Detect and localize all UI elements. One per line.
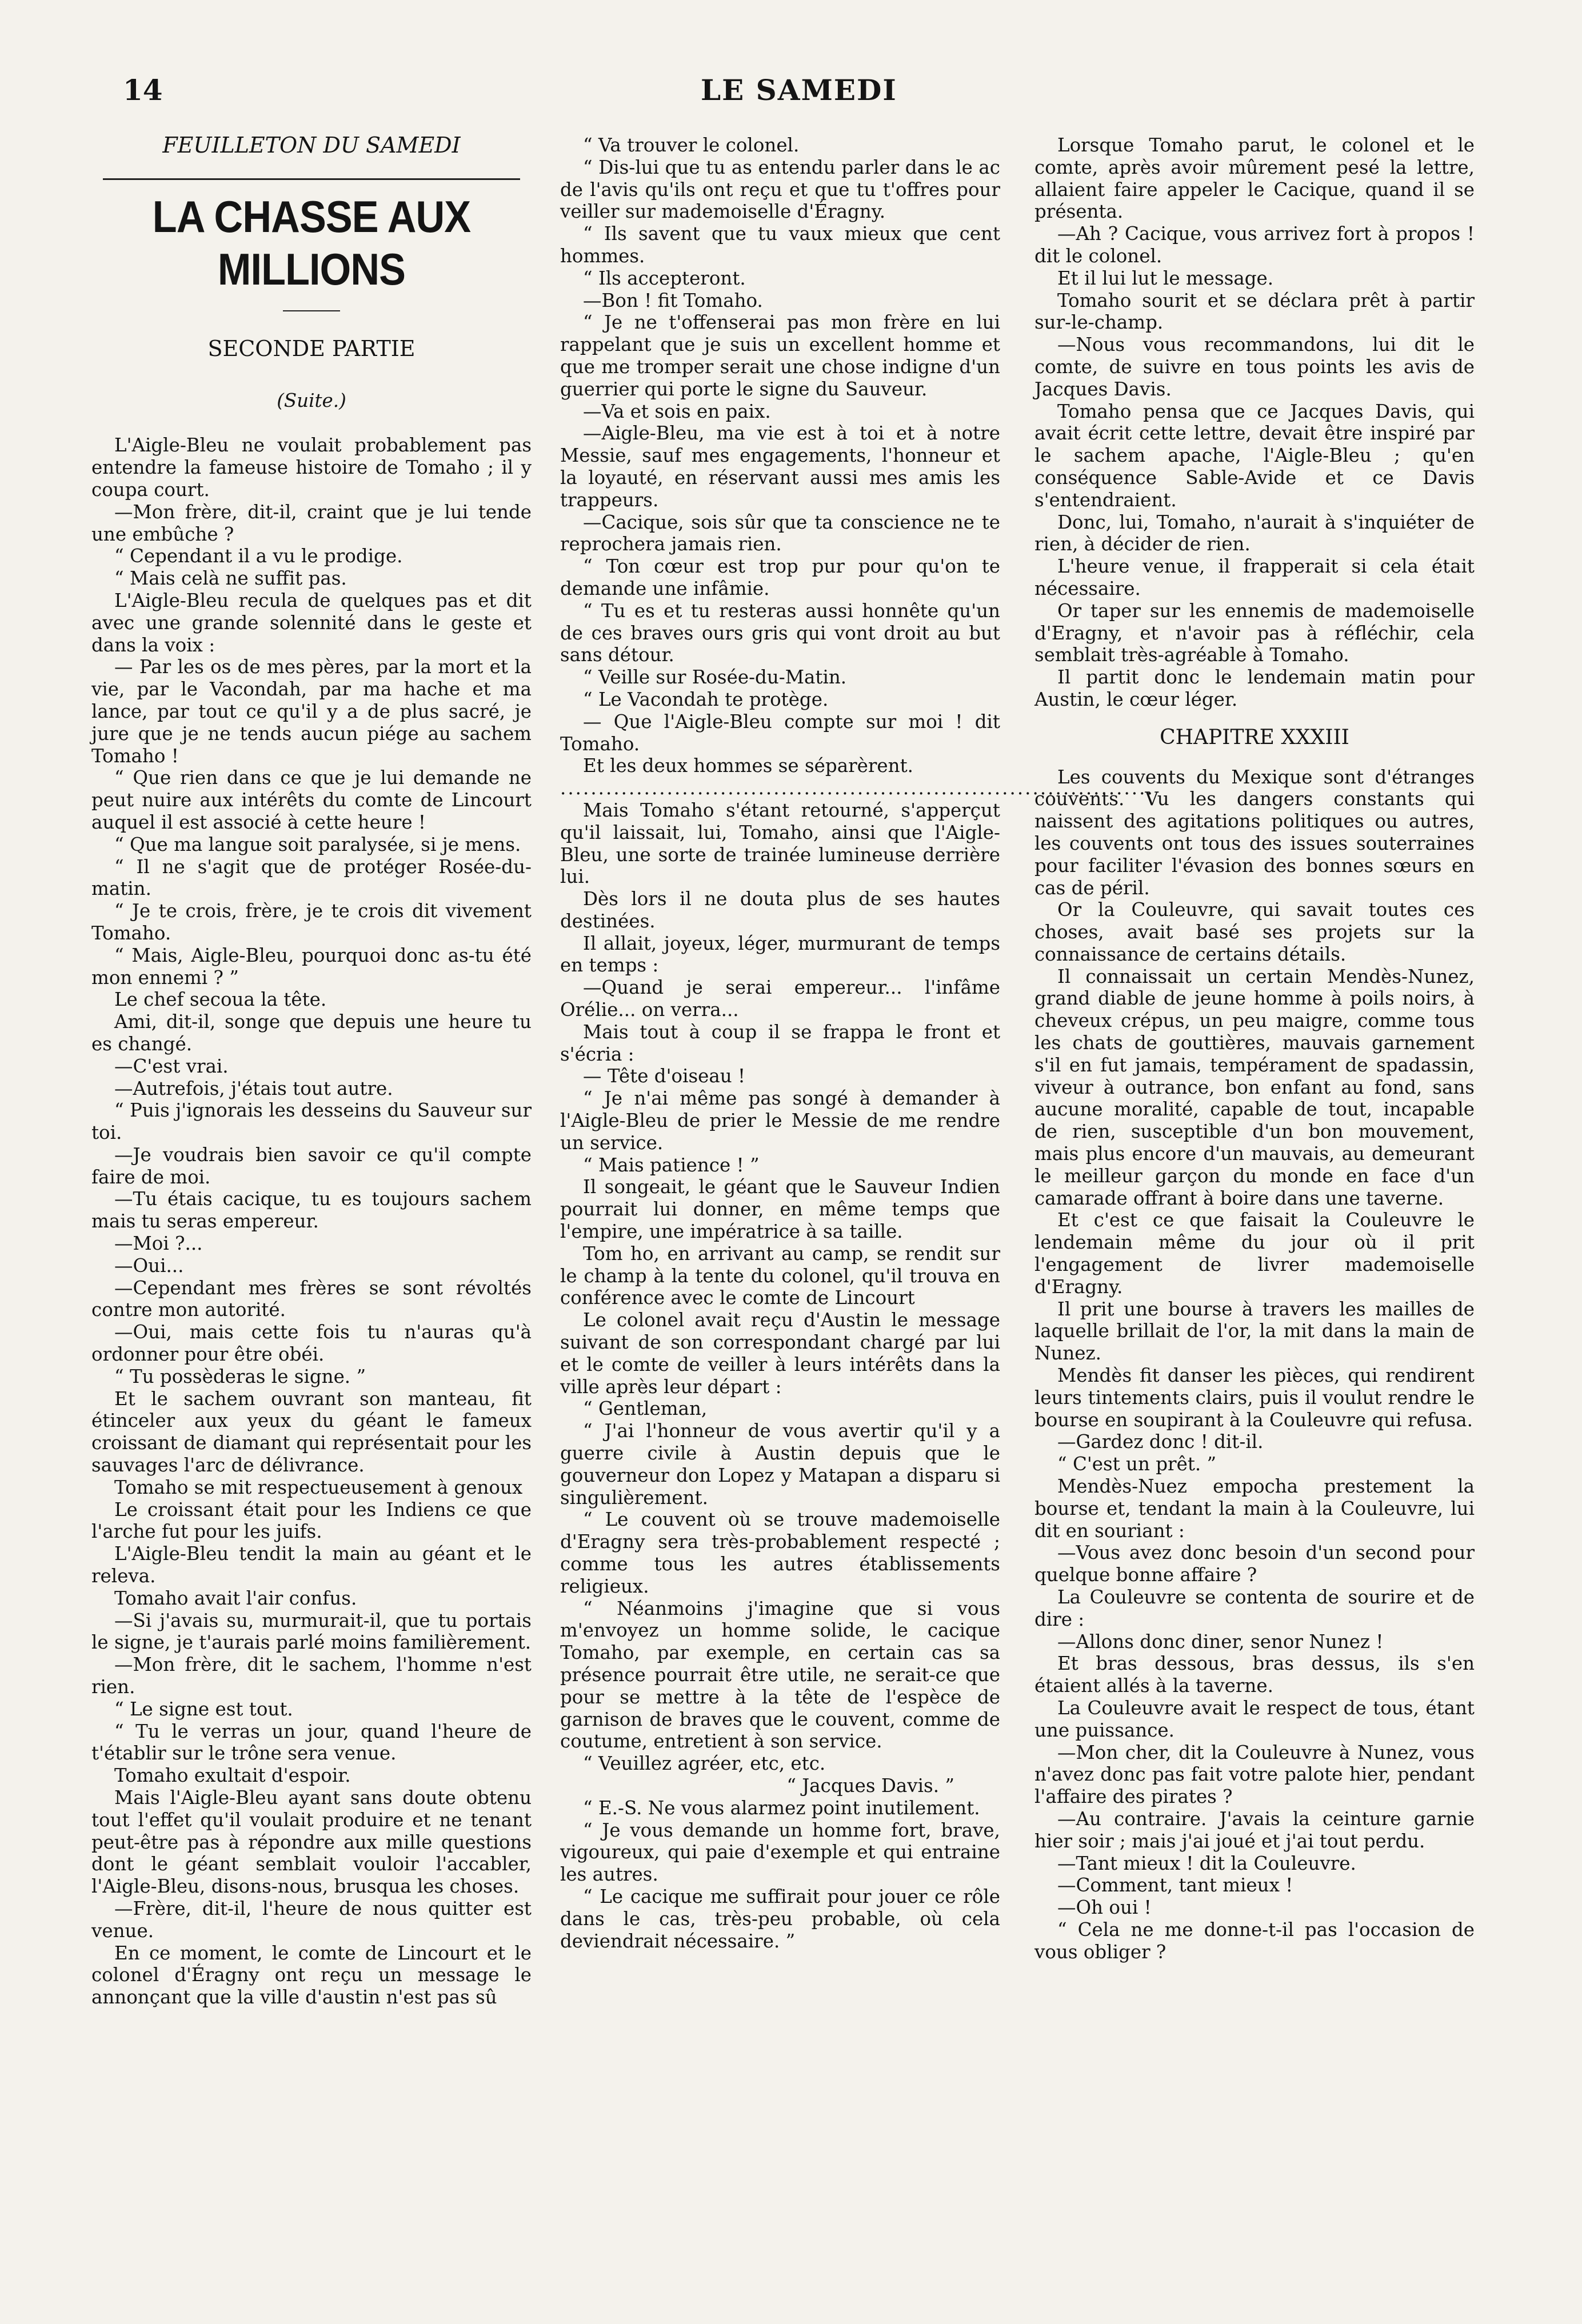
paragraph: —Allons donc diner, senor Nunez !: [1057, 1630, 1384, 1653]
paragraph: Mendès-Nuez empocha prestement la bourse et, tendant la main à la Couleuvre, lui dit en souriant :: [1034, 1475, 1475, 1542]
paragraph: Les couvents du Mexique sont d'étranges couvents. Vu les dangers constants qui naissent des agitations politiques ou autres, les couvents ont tous des issues souterraines pour faciliter l'évasion des bonnes sœurs en cas de péril.: [1034, 766, 1475, 899]
paragraph: “ Veille sur Rosée-du-Matin.: [583, 666, 847, 689]
paragraph: —Oui, mais cette fois tu n'auras qu'à ordonner pour être obéi.: [91, 1321, 532, 1366]
paragraph: Le colonel avait reçu d'Austin le message suivant de son correspondant chargé par lui et le comte de veiller à leurs intérêts dans la ville après leur départ :: [560, 1309, 1000, 1398]
column-1: [91, 134, 532, 2009]
paragraph: “ Mais celà ne suffit pas.: [114, 567, 347, 590]
paragraph: “ J'ai l'honneur de vous avertir qu'il y a guerre civile à Austin depuis que le gouverneur don Lopez y Matapan a disparu si singulièrement.: [560, 1420, 1000, 1509]
paragraph: Mais tout à coup il se frappa le front et s'écria :: [560, 1021, 1000, 1065]
paragraph: Tomaho se mit respectueusement à genoux: [114, 1476, 523, 1498]
feuilleton-heading: FEUILLETON DU SAMEDI: [162, 133, 461, 158]
paragraph: —Mon cher, dit la Couleuvre à Nunez, vous n'avez donc pas fait votre palote hier, pendant l'affaire des pirates ?: [1034, 1741, 1475, 1808]
paragraph: L'Aigle-Bleu ne voulait probablement pas entendre la fameuse histoire de Tomaho ; il y coupa court.: [91, 434, 532, 501]
paragraph: Mais Tomaho s'étant retourné, s'apperçut qu'il laissait, lui, Tomaho, ainsi que l'Aigle-Bleu, une sorte de trainée lumineuse derrière lui.: [560, 799, 1000, 888]
paragraph: —Gardez donc ! dit-il.: [1057, 1431, 1264, 1453]
paragraph: Or la Couleuvre, qui savait toutes ces choses, avait basé ses projets sur la connaissance de certains détails.: [1034, 899, 1475, 965]
paragraph: Tom ho, en arrivant au camp, se rendit sur le champ à la tente du colonel, qu'il trouva en conférence avec le comte de Lincourt: [560, 1242, 1000, 1309]
paragraph: Et le sachem ouvrant son manteau, fit étinceler aux yeux du géant le fameux croissant de diamant qui représentait pour les sauvages l'arc de délivrance.: [91, 1387, 532, 1477]
paragraph: Et c'est ce que faisait la Couleuvre le lendemain même du jour où il prit l'engagement de livrer mademoiselle d'Eragny.: [1034, 1209, 1475, 1298]
paragraph: La Couleuvre avait le respect de tous, étant une puissance.: [1034, 1697, 1475, 1741]
paragraph: “ E.-S. Ne vous alarmez point inutilement.: [583, 1797, 980, 1819]
paragraph: Il allait, joyeux, léger, murmurant de temps en temps :: [560, 932, 1000, 977]
paragraph: L'Aigle-Bleu tendit la main au géant et le releva.: [91, 1543, 532, 1587]
paragraph: “ Le Vacondah te protège.: [583, 688, 829, 710]
paragraph: —Autrefois, j'étais tout autre.: [114, 1077, 393, 1099]
chapter-heading: CHAPITRE XXXIII: [1160, 725, 1349, 749]
paragraph: —Cacique, sois sûr que ta conscience ne te reprochera jamais rien.: [560, 511, 1000, 555]
story-title: LA CHASSE AUX MILLIONS: [152, 191, 471, 294]
paragraph: “ Je n'ai même pas songé à demander à l'Aigle-Bleu de prier le Messie de me rendre un service.: [560, 1087, 1000, 1154]
paragraph: — Par les os de mes pères, par la mort et la vie, par le Vacondah, par ma hache et ma lance, par tout ce qu'il y a de plus sacré, je jure que je ne tends aucun piége au sachem Tomaho !: [91, 656, 532, 767]
paragraph: “ Je te crois, frère, je te crois dit vivement Tomaho.: [91, 900, 532, 944]
paragraph: “ Mais patience ! ”: [583, 1154, 760, 1176]
paragraph: “ Il ne s'agit que de protéger Rosée-du-matin.: [91, 855, 532, 900]
column-3-text-a: [1034, 134, 1475, 711]
paragraph: “ Cependant il a vu le prodige.: [114, 545, 403, 567]
paragraph: “ Tu le verras un jour, quand l'heure de t'établir sur le trône sera venue.: [91, 1720, 532, 1765]
paragraph: —Tant mieux ! dit la Couleuvre.: [1057, 1852, 1356, 1874]
paragraph: —Tu étais cacique, tu es toujours sachem mais tu seras empereur.: [91, 1188, 532, 1233]
paragraph: —Au contraire. J'avais la ceinture garnie hier soir ; mais j'ai joué et j'ai tout perdu.: [1034, 1807, 1475, 1852]
paragraph: ..............................................................................: [560, 777, 1154, 799]
paragraph: Il connaissait un certain Mendès-Nunez, grand diable de jeune homme à poils noirs, à cheveux crépus, un peu maigre, comme tous les chats de gouttières, mauvais garnement s'il en fut jamais, tempérament de spadassin, viveur à outrance, bon enfant au fond, sans aucune moralité, capable de tout, incapable de rien, susceptible d'un bon mouvement, mais plus encore d'un mauvais, au demeurant le meilleur garçon du monde en face d'un camarade offrant à boire dans une taverne.: [1034, 965, 1475, 1209]
paragraph: Or taper sur les ennemis de mademoiselle d'Eragny, et n'avoir pas à réfléchir, cela semblait très-agréable à Tomaho.: [1034, 599, 1475, 666]
paragraph: En ce moment, le comte de Lincourt et le colonel d'Éragny ont reçu un message le annonçant que la ville d'austin n'est pas sû: [91, 1942, 532, 2009]
paragraph: “ Tu possèderas le signe. ”: [114, 1365, 366, 1387]
page-number: 14: [123, 73, 163, 107]
paragraph: —Quand je serai empereur... l'infâme Orélie... on verra...: [560, 977, 1000, 1021]
paragraph: “ Je vous demande un homme fort, brave, vigoureux, qui paie d'exemple et qui entraine les autres.: [560, 1819, 1000, 1886]
paragraph: Donc, lui, Tomaho, n'aurait à s'inquiéter de rien, à décider de rien.: [1034, 511, 1475, 555]
paragraph: Mais l'Aigle-Bleu ayant sans doute obtenu tout l'effet qu'il voulait produire et ne tenant peut-être pas à répondre aux mille questions dont le géant semblait vouloir l'accabler, l'Aigle-Bleu, disons-nous, brusqua les choses.: [91, 1787, 532, 1898]
paragraph: Tomaho sourit et se déclara prêt à partir sur-le-champ.: [1034, 289, 1475, 334]
paragraph: “ Gentleman,: [583, 1398, 708, 1420]
paragraph: Il prit une bourse à travers les mailles de laquelle brillait de l'or, la mit dans la main de Nunez.: [1034, 1298, 1475, 1365]
paragraph: Et il lui lut le message.: [1057, 267, 1274, 289]
paragraph: Tomaho exultait d'espoir.: [114, 1765, 351, 1787]
paragraph: Il partit donc le lendemain matin pour Austin, le cœur léger.: [1034, 666, 1475, 710]
newspaper-title: LE SAMEDI: [701, 73, 897, 107]
paragraph: Tomaho avait l'air confus.: [114, 1587, 357, 1609]
paragraph: —Va et sois en paix.: [583, 400, 771, 422]
divider: [103, 178, 520, 180]
paragraph: L'heure venue, il frapperait si cela était nécessaire.: [1034, 555, 1475, 599]
paragraph: Dès lors il ne douta plus de ses hautes destinées.: [560, 888, 1000, 932]
paragraph: “ Ils accepteront.: [583, 267, 746, 289]
short-divider: [283, 310, 340, 311]
paragraph: “ Cela ne me donne-t-il pas l'occasion de vous obliger ?: [1034, 1918, 1475, 1963]
paragraph: La Couleuvre se contenta de sourire et de dire :: [1034, 1586, 1475, 1630]
paragraph: —Oh oui !: [1057, 1897, 1152, 1919]
paragraph: —Vous avez donc besoin d'un second pour quelque bonne affaire ?: [1034, 1542, 1475, 1586]
paragraph: L'Aigle-Bleu recula de quelques pas et dit avec une grande solennité dans le geste et dans la voix :: [91, 589, 532, 656]
paragraph: Lorsque Tomaho parut, le colonel et le comte, après avoir mûrement pesé la lettre, allaient faire appeler le Cacique, quand il se présenta.: [1034, 134, 1475, 223]
paragraph: “ Ils savent que tu vaux mieux que cent hommes.: [560, 223, 1000, 267]
part-heading: SECONDE PARTIE: [207, 335, 416, 361]
paragraph: “ C'est un prêt. ”: [1057, 1453, 1217, 1475]
paragraph: “ Je ne t'offenserai pas mon frère en lui rappelant que je suis un excellent homme et que me tromper serait une chose indigne d'un guerrier qui porte le signe du Sauveur.: [560, 311, 1000, 400]
paragraph: —C'est vrai.: [114, 1055, 229, 1077]
paragraph: —Mon frère, dit le sachem, l'homme n'est rien.: [91, 1654, 532, 1698]
paragraph: “ Que ma langue soit paralysée, si je mens.: [114, 833, 521, 855]
paragraph: Et les deux hommes se séparèrent.: [583, 755, 913, 777]
paragraph: —Oui...: [114, 1254, 184, 1277]
paragraph: Et bras dessous, bras dessus, ils s'en étaient allés à la taverne.: [1034, 1653, 1475, 1697]
paragraph: —Je voudrais bien savoir ce qu'il compte faire de moi.: [91, 1143, 532, 1188]
paragraph: “ Mais, Aigle-Bleu, pourquoi donc as-tu été mon ennemi ? ”: [91, 944, 532, 989]
paragraph: Tomaho pensa que ce Jacques Davis, qui avait écrit cette lettre, devait être inspiré par le sachem apache, l'Aigle-Bleu ; qu'en conséquence Sable-Avide et ce Davis s'entendraient.: [1034, 400, 1475, 511]
paragraph: Mendès fit danser les pièces, qui rendirent leurs tintements clairs, puis il voulut rendre le bourse en soupirant à la Couleuvre qui refusa.: [1034, 1365, 1475, 1431]
column-3: [1034, 134, 1475, 1963]
paragraph: —Moi ?...: [114, 1233, 203, 1255]
paragraph: Le chef secoua la tête.: [114, 989, 327, 1011]
paragraph: “ Dis-lui que tu as entendu parler dans le ac de l'avis qu'ils ont reçu et que tu t'offres pour veiller sur mademoiselle d'Éragny.: [560, 156, 1000, 223]
paragraph: — Que l'Aigle-Bleu compte sur moi ! dit Tomaho.: [560, 710, 1000, 755]
paragraph: “ Que rien dans ce que je lui demande ne peut nuire aux intérêts du comte de Lincourt auquel il est associé à cette heure !: [91, 767, 532, 833]
paragraph: —Bon ! fit Tomaho.: [583, 289, 763, 311]
paragraph: Le croissant était pour les Indiens ce que l'arche fut pour les juifs.: [91, 1498, 532, 1543]
paragraph: “ Néanmoins j'imagine que si vous m'envoyez un homme solide, le cacique Tomaho, par exemple, en certain cas sa présence pourrait être utile, ne serait-ce que pour se mettre à la tête de l'espèce de garnison de braves que le couvent, comme de coutume, entretient à son service.: [560, 1597, 1000, 1753]
paragraph: —Comment, tant mieux !: [1057, 1874, 1293, 1897]
paragraph: —Nous vous recommandons, lui dit le comte, de suivre en tous points les avis de Jacques Davis.: [1034, 334, 1475, 400]
paragraph: —Mon frère, dit-il, craint que je lui tende une embûche ?: [91, 501, 532, 545]
paragraph: —Aigle-Bleu, ma vie est à toi et à notre Messie, sauf mes engagements, l'honneur et la loyauté, en réservant aussi mes amis les trappeurs.: [560, 422, 1000, 511]
paragraph: “ Tu es et tu resteras aussi honnête qu'un de ces braves ours gris qui vont droit au but sans détour.: [560, 599, 1000, 666]
paragraph: “ Ton cœur est trop pur pour qu'on te demande une infâmie.: [560, 555, 1000, 599]
paragraph: “ Le cacique me suffirait pour jouer ce rôle dans le cas, très-peu probable, où cela deviendrait nécessaire. ”: [560, 1885, 1000, 1952]
paragraph: “ Le signe est tout.: [114, 1698, 293, 1720]
paragraph: —Ah ? Cacique, vous arrivez fort à propos ! dit le colonel.: [1034, 223, 1475, 267]
paragraph: Il songeait, le géant que le Sauveur Indien pourrait lui donner, en même temps que l'empire, une impératrice à sa taille.: [560, 1176, 1000, 1243]
paragraph: “ Puis j'ignorais les desseins du Sauveur sur toi.: [91, 1099, 532, 1144]
paragraph: Ami, dit-il, songe que depuis une heure tu es changé.: [91, 1011, 532, 1055]
column-1-text: [91, 434, 532, 2009]
paragraph: “ Va trouver le colonel.: [583, 134, 800, 156]
paragraph: “ Jacques Davis. ”: [786, 1774, 954, 1797]
paragraph: “ Veuillez agréer, etc, etc.: [583, 1753, 826, 1775]
paragraph: —Cependant mes frères se sont révoltés contre mon autorité.: [91, 1277, 532, 1321]
paragraph: — Tête d'oiseau !: [583, 1065, 746, 1087]
paragraph: —Si j'avais su, murmurait-il, que tu portais le signe, je t'aurais parlé moins familièrement.: [91, 1609, 532, 1654]
paragraph: “ Le couvent où se trouve mademoiselle d'Eragny sera très-probablement respecté ; comme tous les autres établissements religieux.: [560, 1509, 1000, 1597]
paragraph: —Frère, dit-il, l'heure de nous quitter est venue.: [91, 1897, 532, 1942]
suite-label: (Suite.): [277, 389, 346, 411]
column-3-text-b: [1034, 766, 1475, 1963]
